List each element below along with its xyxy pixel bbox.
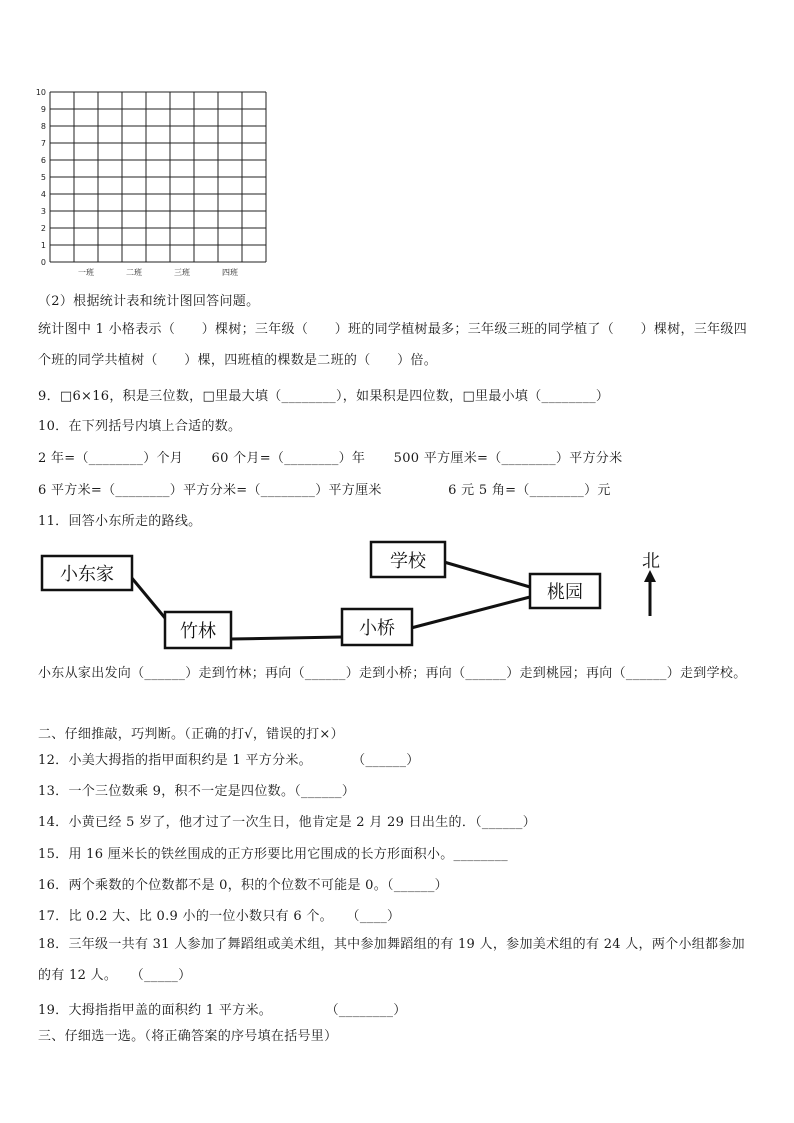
q10-row1 <box>38 447 622 466</box>
x-category-label: 一班 <box>78 268 94 277</box>
q9-text: 9．□6×16，积是三位数，□里最大填（________），如果积是四位数，□里最小填（________） <box>38 389 610 404</box>
q8-part2-text: 统计图中 1 小格表示（ ）棵树；三年级（ ）班的同学植树最多；三年级三班的同学植了（ ）棵树，三年级四个班的同学共植树（ ）棵，四班植的棵数是二班的（ ）倍。 <box>38 322 748 368</box>
blank-bar-chart <box>30 84 280 280</box>
y-tick-label: 10 <box>35 88 46 97</box>
x-category-label: 三班 <box>174 268 190 277</box>
x-category-label: 四班 <box>222 268 238 277</box>
q10-item-area: 500 平方厘米=（________）平方分米 <box>393 451 623 466</box>
y-tick-label: 1 <box>40 241 46 250</box>
map-bamboo-label: 竹林 <box>180 621 216 642</box>
y-tick-label: 8 <box>40 122 46 131</box>
map-north-label: 北 <box>642 551 660 572</box>
y-tick-label: 5 <box>40 173 46 182</box>
y-tick-label: 0 <box>40 258 46 267</box>
q11-answer: 小东从家出发向（______）走到竹林；再向（______）走到小桥；再向（______）走到桃园；再向（______）走到学校。 <box>38 666 747 681</box>
judgement-14: 14．小黄已经 5 岁了，他才过了一次生日，他肯定是 2 月 29 日出生的．（______） <box>38 815 537 830</box>
y-tick-label: 2 <box>40 224 46 233</box>
section3-heading: 三、仔细选一选。（将正确答案的序号填在括号里） <box>38 1029 338 1044</box>
section2-heading: 二、仔细推敲，巧判断。（正确的打√，错误的打×） <box>38 727 344 742</box>
q11-title: 11．回答小东所走的路线。 <box>38 514 202 529</box>
q10-item-years: 60 个月=（________）年 <box>211 451 366 466</box>
judgement-15: 15．用 16 厘米长的铁丝围成的正方形要比用它围成的长方形面积小。________ <box>38 847 508 862</box>
judgement-19: 19．大拇指指甲盖的面积约 1 平方米。 （________） <box>38 1003 407 1018</box>
judgement-13: 13．一个三位数乘 9，积不一定是四位数。（______） <box>38 784 356 799</box>
judgement-18: 18．三年级一共有 31 人参加了舞蹈组或美术组，其中参加舞蹈组的有 19 人，参加美术组的有 24 人，两个小组都参加的有 12 人。 （_____） <box>38 937 745 983</box>
map-bridge-label: 小桥 <box>359 618 395 639</box>
x-category-label: 二班 <box>126 268 142 277</box>
q10-row2 <box>38 479 611 498</box>
y-tick-label: 6 <box>40 156 46 165</box>
q10-item-months: 2 年=（________）个月 <box>38 451 184 466</box>
q10-title: 10．在下列括号内填上合适的数。 <box>38 419 242 434</box>
map-peach-label: 桃园 <box>547 582 583 603</box>
q10-item-square-meters: 6 平方米=（________）平方分米=（________）平方厘米 <box>38 483 382 498</box>
judgement-17: 17．比 0.2 大、比 0.9 小的一位小数只有 6 个。 （____） <box>38 909 401 924</box>
q8-part2-title: （2）根据统计表和统计图回答问题。 <box>38 294 260 309</box>
y-tick-label: 4 <box>40 190 46 199</box>
y-tick-label: 7 <box>40 139 46 148</box>
route-map <box>30 532 680 658</box>
y-tick-label: 9 <box>40 105 46 114</box>
judgement-12: 12．小美大拇指的指甲面积约是 1 平方分米。 （______） <box>38 753 420 768</box>
judgement-16: 16．两个乘数的个位数都不是 0，积的个位数不可能是 0。（______） <box>38 878 448 893</box>
q10-item-money: 6 元 5 角=（________）元 <box>448 483 611 498</box>
map-home-label: 小东家 <box>60 564 114 585</box>
y-tick-label: 3 <box>40 207 46 216</box>
map-school-label: 学校 <box>390 551 426 572</box>
